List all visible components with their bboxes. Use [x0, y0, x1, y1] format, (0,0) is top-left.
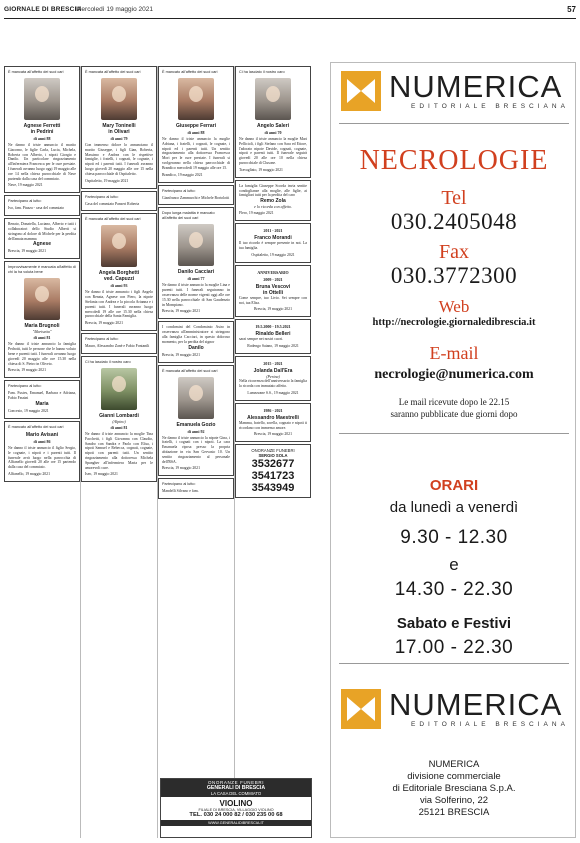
ad-line: ONORANZE FUNEBRI [251, 448, 295, 454]
obituary-nickname: "Marisetta" [32, 329, 52, 335]
web-url[interactable]: http://necrologie.giornaledibrescia.it [372, 317, 536, 328]
obituary-text: Ne danno il triste annuncio la moglie Lina e parenti tutti. I funerali seguiranno in osservanza delle norme vigenti oggi alle ore 15.30 nella parrocchiale di San Gaudenzio in Mompiano. [162, 283, 230, 307]
necrologie-title: NECROLOGIE [359, 145, 549, 176]
obituary-text: Con immenso dolore lo annunciano il marito Giuseppe, i figli Gian, Roberta, Massimo e Andrea con le rispettive famiglie, i fratelli, i cognati, le cognate, i nipoti ed i parenti tutti. I funerali avranno luogo giovedì 20 maggio alle ore 15 nella chiesa parrocchiale di Ospitaletto. [85, 143, 153, 176]
ad-phone: 3532677 [251, 458, 295, 471]
condolence-toninelli [81, 191, 157, 212]
condolence-kicker: Partecipano al lutto: [8, 199, 42, 204]
obituary-name: Emanuela Gozio [176, 421, 216, 428]
obituary-name-married: in Olivari [108, 129, 130, 135]
obituary-nickname: (Perina) [266, 374, 280, 380]
obituary-name: Remo Zola [260, 198, 286, 205]
obituary-name: Angelo Saleri [257, 123, 289, 129]
ad-banner [161, 779, 311, 797]
address-division: divisione commerciale [407, 771, 501, 782]
anniversary-dates: 1986 - 2021 [263, 407, 283, 413]
obituary-place-date: Brescia, 19 maggio 2021 [254, 432, 292, 437]
obituary-name: Agnese Ferretti [23, 123, 61, 129]
condolence-text: Gianfranco Zammarchi e Michele Bortolotti [162, 195, 230, 200]
anniversary-title: ANNIVERSARIO [257, 269, 289, 275]
obituary-name: Alessandro Maestrelli [247, 414, 299, 421]
obituary-name: Franco Morandi [254, 235, 292, 242]
anniversary-dallera [235, 356, 311, 401]
obituary-text: Come sempre, tuo Livio. Sei sempre con noi, tua Elisa. [239, 295, 307, 305]
email-note: Le mail ricevute dopo le 22.15 [398, 397, 510, 407]
email-note: saranno pubblicate due giorni dopo [390, 409, 518, 419]
obituary-place-date: Lumezzane S.S., 19 maggio 2021 [247, 390, 299, 395]
obituary-name: Bruna Vescovi [255, 283, 291, 290]
condolence-danilo [158, 321, 234, 362]
obituary-age: di anni 88 [187, 130, 205, 135]
anniversary-dates: 2015 - 2021 [263, 361, 283, 367]
obituary-place-date: Brandico, 19 maggio 2021 [162, 172, 203, 177]
obituary-kicker: È mancata all'affetto dei suoi cari [85, 217, 141, 222]
numerica-logo-mark-icon [341, 71, 381, 111]
obituary-kicker: Improvvisamente è mancata all'affetto di chi la ha voluta bene [8, 265, 76, 275]
obituary-name: Agnese [32, 241, 52, 248]
tel-label: Tel [441, 187, 467, 209]
obituary-text: Ne danno il triste annuncio la nipote Gina, i fratelli, i cognati con i nipoti. La cara Emanuela riposa presso la propria abitazione in via San Gervasio 10. Un sentito ringraziamento al personale dell'RSA. [162, 435, 230, 464]
condolence-text: Casa del commiato Panseri Roberta [85, 201, 140, 206]
obituary-ferretti [4, 66, 80, 193]
obituary-gozio [158, 365, 234, 477]
obituary-name: Danilo [188, 344, 204, 351]
obituary-age: di anni 81 [110, 424, 128, 430]
obituary-text: Nella ricorrenza dell'anniversario la famiglia la ricorda con immutato affetto. [239, 379, 307, 388]
obituary-place-date: Travagliato, 19 maggio 2021 [239, 167, 283, 172]
condolence-text: Fam. Fustes, Emanuel, Barbara e Adriana, Fabio Fassini [8, 391, 76, 401]
anniversary-morandi [235, 223, 311, 263]
column-4 [235, 66, 311, 838]
obituary-name-married: in Ottelli [263, 289, 283, 296]
obituary-name: Mary Toninelli [102, 123, 136, 129]
email-address[interactable]: necrologie@numerica.com [374, 367, 534, 382]
ad-line: VIOLINO [219, 799, 253, 808]
obituary-name: Rinaldo Belleri [255, 331, 291, 338]
hours-weekend: 17.00 - 22.30 [394, 637, 514, 658]
ad-phone: 3543949 [251, 482, 295, 495]
obituary-name-married: ved. Capuzzi [103, 276, 135, 283]
condolence-ferretti [4, 195, 80, 216]
email-label: E-mail [429, 343, 479, 363]
obituary-place-date: Brescia, 19 maggio 2021 [162, 466, 200, 471]
obituary-age: di anni 92 [187, 428, 205, 434]
obituary-place-date: Brescia, 19 maggio 2021 [85, 321, 123, 326]
page-number: 57 [567, 5, 576, 14]
obituary-kicker: È mancata all'affetto dei suoi cari [8, 70, 64, 74]
logo-wordmark: NUMERICA [389, 687, 563, 722]
obituary-name-married: in Pedrini [30, 129, 54, 135]
obituary-toninelli [81, 66, 157, 189]
obituary-kicker: È mancato all'affetto dei suoi cari [8, 424, 64, 429]
weekend-label: Sabato e Festivi [396, 615, 512, 632]
condolence-zola [235, 180, 311, 221]
obituary-place-date: Nave, 19 maggio 2021 [8, 183, 43, 188]
obituary-place-date: Ospitaletto, 19 maggio 2021 [251, 252, 295, 257]
obituary-cacciari [158, 207, 234, 319]
ad-phone: TEL. 030 24 000 82 / 030 235 00 68 [189, 812, 283, 818]
numerica-logo-bottom [339, 687, 569, 731]
ad-line: SERGIO SOLA [258, 453, 288, 459]
obituary-kicker: È mancata all'affetto dei suoi cari [162, 368, 218, 373]
obituary-age: di anni 79 [110, 136, 128, 141]
obituary-avisani [4, 421, 80, 482]
portrait-photo [178, 78, 214, 120]
condolence-gozio [158, 478, 234, 499]
newspaper-title: GIORNALE DI BRESCIA [4, 6, 82, 13]
obituary-place-date: Ospitaletto, 19 maggio 2021 [85, 178, 129, 183]
obituary-lombardi [81, 356, 157, 482]
obituary-name: Mario Avisani [25, 431, 59, 438]
obituary-text: Mamma, fratello, sorella, cognato e nipoti ti ricordano con immenso amore. [239, 420, 307, 430]
portrait-photo [178, 377, 214, 419]
obituary-age: di anni 70 [264, 130, 282, 135]
obituary-brugnoli [4, 261, 80, 378]
numerica-logo [339, 69, 569, 113]
condolence-kicker: Partecipano al lutto: [85, 337, 119, 342]
obituary-text: Ne danno il triste annuncio il figlio Sergio, le cognate, i nipoti e i parenti tutti. Il funerale avrà luogo nella parrocchia di Alfianello giovedì 20 alle ore 15 partendo dalla casa del commiato. [8, 445, 76, 470]
hours-afternoon: 14.30 - 22.30 [394, 579, 514, 600]
funeral-home-ad-sola [235, 444, 311, 498]
obituary-place-date: Flero, 19 maggio 2021 [239, 211, 274, 216]
obituary-text: Ne danno il triste annuncio i figli Angelo con Renata, Agnese con Piero, la nipote Stefania con Andrea e la piccola Arianna e i parenti tutti. I funerali avranno luogo mercoledì 19 alle ore 15.30 nella chiesa parrocchiale della Santa Famiglia. [85, 290, 153, 319]
condolence-agnese [4, 218, 80, 259]
fax-number: 030.3772300 [390, 263, 518, 288]
ad-phone: 3541723 [251, 470, 295, 483]
ad-line: FILIALE DI BRESCIA, VILLAGGIO VIOLINO [198, 808, 274, 812]
ad-line: GENERALI DI BRESCIA [206, 785, 266, 791]
obituary-age: di anni 77 [187, 276, 205, 282]
portrait-photo [24, 278, 60, 320]
issue-date: Mercoledì 19 maggio 2021 [76, 6, 153, 13]
condolence-text: Mauro, Alessandro Zanè e Fabio Fontanili [85, 344, 150, 349]
portrait-photo [101, 78, 137, 120]
condolence-maria [4, 380, 80, 419]
obituary-kicker: Dopo lunga malattia è mancato all'affetto dei suoi cari [162, 211, 215, 221]
anniversary-dates: 2011 - 2021 [263, 228, 283, 234]
obituary-place-date: Brescia, 19 maggio 2021 [254, 307, 292, 312]
obituary-text: Ne danno il triste annuncio la famiglia Pedrotti, tutti le persone che le hanno voluto bene e parenti tutti. I funerali avranno luogo giovedì 20 maggio alle ore 15.30 nella chiesa di S. Pietro in Oliveto. [8, 342, 76, 366]
obituary-borghetti [81, 213, 157, 331]
obituary-text: Ne danno il triste annuncio la moglie Tina Facchetti, i figli Giovanna con Claudio, Sandro con Sandra e Paolo con Elisa, i nipoti Samuel e Rebecca, cognati, cognate, nipoti con parenti tutti. Un sentito ringraziamento alla dottoressa Michela Spangher all'infermiera Maria per le amorevoli cure. [85, 431, 153, 470]
tel-number: 030.2405048 [390, 209, 518, 234]
logo-tagline: EDITORIALE BRESCIANA [411, 721, 569, 728]
necrologie-ad-panel [330, 62, 576, 838]
portrait-photo [255, 78, 291, 120]
address-city: 25121 BRESCIA [418, 807, 490, 818]
obituary-kicker: È mancato all'affetto dei suoi cari [162, 70, 218, 74]
condolence-text: Ivo, fam. Piazza - casa del commiato [8, 206, 65, 211]
ad-website: WWW.GENERALIDIBRESCIA.IT [161, 820, 311, 826]
obituary-saleri [235, 66, 311, 178]
obituary-place-date: Rodengo Saiano, 19 maggio 2021 [247, 344, 299, 349]
obituary-kicker: Ci ha lasciato il nostro caro [239, 70, 285, 74]
obituary-place-date: Concesio, 19 maggio 2021 [8, 408, 49, 413]
obituary-place-date: Alfianello, 19 maggio 2021 [8, 471, 50, 476]
obituary-text: sarai sempre nei nostri cuori. [239, 337, 283, 342]
hours-title: ORARI [429, 477, 479, 494]
condolence-text: Mandelli Silvano e fam. [162, 489, 199, 494]
anniversary-dates: 2009 - 2021 [263, 276, 283, 282]
logo-tagline: EDITORIALE BRESCIANA [411, 103, 569, 110]
panel-rule [339, 663, 569, 664]
obituary-place-date: Brescia, 19 maggio 2021 [8, 368, 46, 373]
obituary-age: di anni 81 [33, 335, 51, 341]
obituary-name: Maria Brugnoli [24, 323, 60, 330]
address-company: NUMERICA [428, 759, 480, 770]
obituary-kicker: È mancata all'affetto dei suoi cari [85, 70, 141, 74]
obituary-kicker: Ci ha lasciato il nostro caro [85, 359, 131, 364]
portrait-photo [178, 224, 214, 266]
hours-and: e [449, 555, 459, 574]
portrait-photo [24, 78, 60, 120]
condolence-borghetti [81, 333, 157, 354]
header-rule [4, 18, 576, 19]
obituary-age: di anni 86 [33, 438, 51, 444]
obituary-place-date: Brescia, 19 maggio 2021 [162, 309, 200, 314]
portrait-photo [101, 368, 137, 410]
web-label: Web [438, 297, 470, 316]
numerica-logo-mark-icon [341, 689, 381, 729]
obituary-text: Il tuo ricordo è sempre presente in noi. La tua famiglia. [239, 241, 307, 250]
address-parent: di Editoriale Bresciana S.p.A. [392, 783, 516, 794]
logo-wordmark: NUMERICA [389, 69, 563, 104]
panel-rule [339, 433, 569, 434]
ad-line: LA CASA DEL COMMIATO [210, 791, 262, 796]
obituary-text: Ne danno il triste annuncio la moglie Mari Pellicioli, i figli Stefano con Sara ed Ettore, l'adorato nipote Davide, cognati, cognate, nipoti e parenti tutti. Il funerale seguirà giovedì 20 alle ore 10 nella chiesa parrocchiale di Clusone. [239, 137, 307, 165]
obituary-place-date: Iseo, 19 maggio 2021 [85, 472, 118, 477]
condolence-kicker: Partecipano al lutto: [162, 482, 196, 487]
condolence-kicker: Partecipano al lutto: [162, 188, 196, 193]
hours-morning: 9.30 - 12.30 [400, 527, 508, 548]
fax-label: Fax [439, 241, 469, 263]
condolence-text: La famiglia Giuseppe Scorda invia sentite condoglianze alla moglie, alle figlie, ai famigliari tutti per la perdita del caro [239, 183, 307, 198]
obituary-name: Gianni Lombardi [99, 412, 139, 419]
condolence-kicker: Partecipano al lutto: [8, 384, 42, 389]
anniversary-belleri [235, 319, 311, 354]
column-3 [158, 66, 234, 838]
obituary-text: Ne danno il triste annuncio la moglie Adriana, i fratelli, i cognati, le cognate, i nipoti ed i parenti tutti. Un sentito ringraziamento alla dottoressa Francesca Mori per le cure prestate. I funerali si svolgeranno nella chiesa parrocchiale di Brandico mercoledì 19 maggio alle ore 15. [162, 137, 230, 170]
obituary-name: Jolanda Dall'Era [253, 368, 293, 375]
anniversary-dates: 19.5.2000 - 19.5.2021 [255, 324, 291, 330]
obituary-text: Ne danno il triste annuncio il marito Giacomo, le figlie Carla, Lucia, Michela, Roberta con Alberto, i nipoti Giorgio e Danilo. Un particolare ringraziamento all'infermiera Francesca per le cure prestate. I funerali avranno luogo oggi 19 maggio alle ore 14 nella chiesa parrocchiale di Nave partendo dalla casa del commiato. [8, 143, 77, 181]
funeral-home-ad-generali [160, 778, 312, 838]
condolence-ferrari [158, 185, 234, 206]
column-2 [81, 66, 157, 838]
address-street: via Solferino, 22 [419, 795, 489, 806]
obituary-name: Maria [35, 400, 49, 407]
column-1 [4, 66, 80, 838]
panel-rule [339, 123, 569, 124]
obituary-age: di anni 88 [33, 136, 51, 141]
ad-line: ONORANZE FUNEBRI [207, 780, 265, 785]
obituary-age: di anni 93 [110, 283, 128, 289]
obituary-place-date: Brescia, 19 maggio 2021 [8, 249, 46, 254]
obituary-note: e lo ricorda con affetto. [254, 204, 292, 210]
obituary-place-date: Brescia, 19 maggio 2021 [162, 352, 200, 357]
obituary-name: Angela Borghetti [98, 270, 140, 277]
anniversary-maestrelli [235, 403, 311, 443]
portrait-photo [101, 225, 137, 267]
page-header [4, 4, 576, 18]
condolence-text: I condomini del Condominio Astro in osservanza all'amministratore si stringono alla famiglia Cacciari, in questo doloroso momento, per la perdita del signor [162, 325, 230, 344]
obituary-nickname: (Alpino) [112, 418, 126, 424]
obituary-name: Giuseppe Ferrari [175, 123, 216, 129]
condolence-kicker: Partecipano al lutto: [85, 194, 119, 199]
obituary-ferrari [158, 66, 234, 183]
weekday-label: da lunedì a venerdì [389, 499, 519, 516]
anniversary-vescovi [235, 265, 311, 318]
condolence-text: Renato, Donatella, Luciano, Alberto e tutti i collaboratori dello Studio Alberti si stringono al dolore di Michele per la perdita dell'amata mamma [8, 222, 76, 241]
obituary-name: Danilo Cacciari [177, 269, 215, 276]
